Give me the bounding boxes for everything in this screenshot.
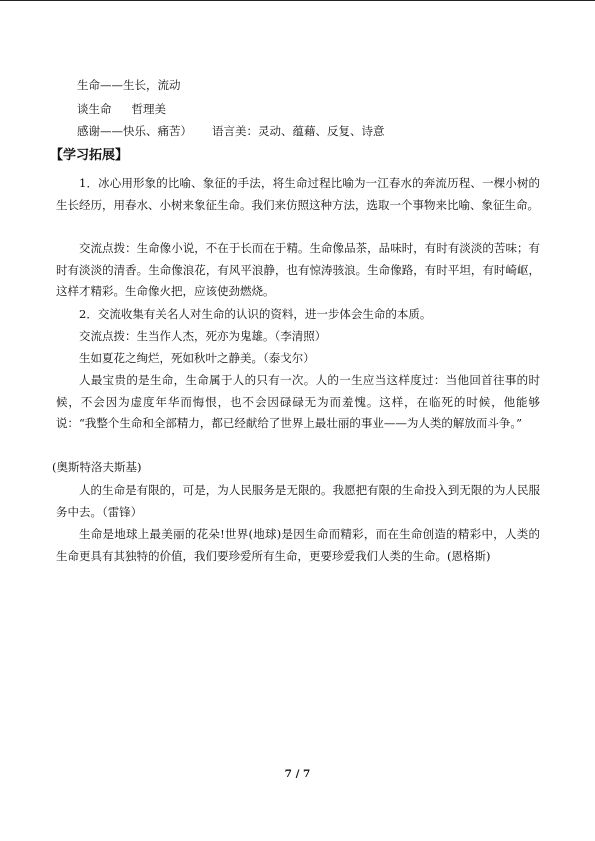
paragraph-3: 2．交流收集有关名人对生命的认识的资料，进一步体会生命的本质。 — [79, 307, 432, 321]
section-heading: 【学习拓展】 — [50, 148, 129, 163]
outline-line-2-left: 谈生命 — [77, 102, 112, 116]
page-number: 7 / 7 — [284, 768, 311, 780]
outline-line-3-left: 感谢——快乐、痛苦） — [77, 124, 192, 138]
paragraph-2: 交流点拨：生命像小说，不在于长而在于精。生命像品茶，品味时，有时有淡淡的苦味；有时有淡淡的清香。生命像浪花，有风平浪静，也有惊涛骇浪。生命像路，有时平坦，有时崎岖，这样才精彩。生命像火把，应该使劲燃烧。 — [56, 241, 540, 298]
top-border-rule — [0, 0, 595, 1]
outline-line-3-right: 语言美：灵动、蕴藉、反复、诗意 — [212, 124, 385, 138]
paragraph-1: 1．冰心用形象的比喻、象征的手法，将生命过程比喻为一江春水的奔流历程、一棵小树的生长经历，用春水、小树来象征生命。我们来仿照这种方法，选取一个事物来比喻、象征生命。 — [56, 176, 540, 212]
outline-line-2 — [77, 102, 166, 116]
paragraph-6-attribution: (奥斯特洛夫斯基) — [52, 460, 142, 474]
paragraph-6: 人最宝贵的是生命，生命属于人的只有一次。人的一生应当这样度过：当他回首往事的时候，不会因为虚度年华而悔恨，也不会因碌碌无为而羞愧。这样，在临死的时候，他能够说：“我整个生命和全部精力，都已经献给了世界上最壮丽的事业——为人类的解放而斗争。” — [56, 373, 540, 430]
outline-line-3 — [77, 124, 385, 138]
paragraph-4: 交流点拨：生当作人杰，死亦为鬼雄。（李清照） — [79, 329, 327, 343]
paragraph-8: 生命是地球上最美丽的花朵!世界(地球)是因生命而精彩，而在生命创造的精彩中，人类的生命更具有其独特的价值，我们要珍爱所有生命，更要珍爱我们人类的生命。(恩格斯) — [56, 527, 540, 563]
paragraph-5: 生如夏花之绚烂，死如秋叶之静美。（泰戈尔） — [79, 351, 315, 365]
outline-line-2-right: 哲理美 — [131, 102, 166, 116]
paragraph-7: 人的生命是有限的，可是，为人民服务是无限的。我愿把有限的生命投入到无限的为人民服务中去。（雷锋） — [56, 483, 540, 519]
outline-line-1: 生命——生长，流动 — [77, 78, 181, 92]
